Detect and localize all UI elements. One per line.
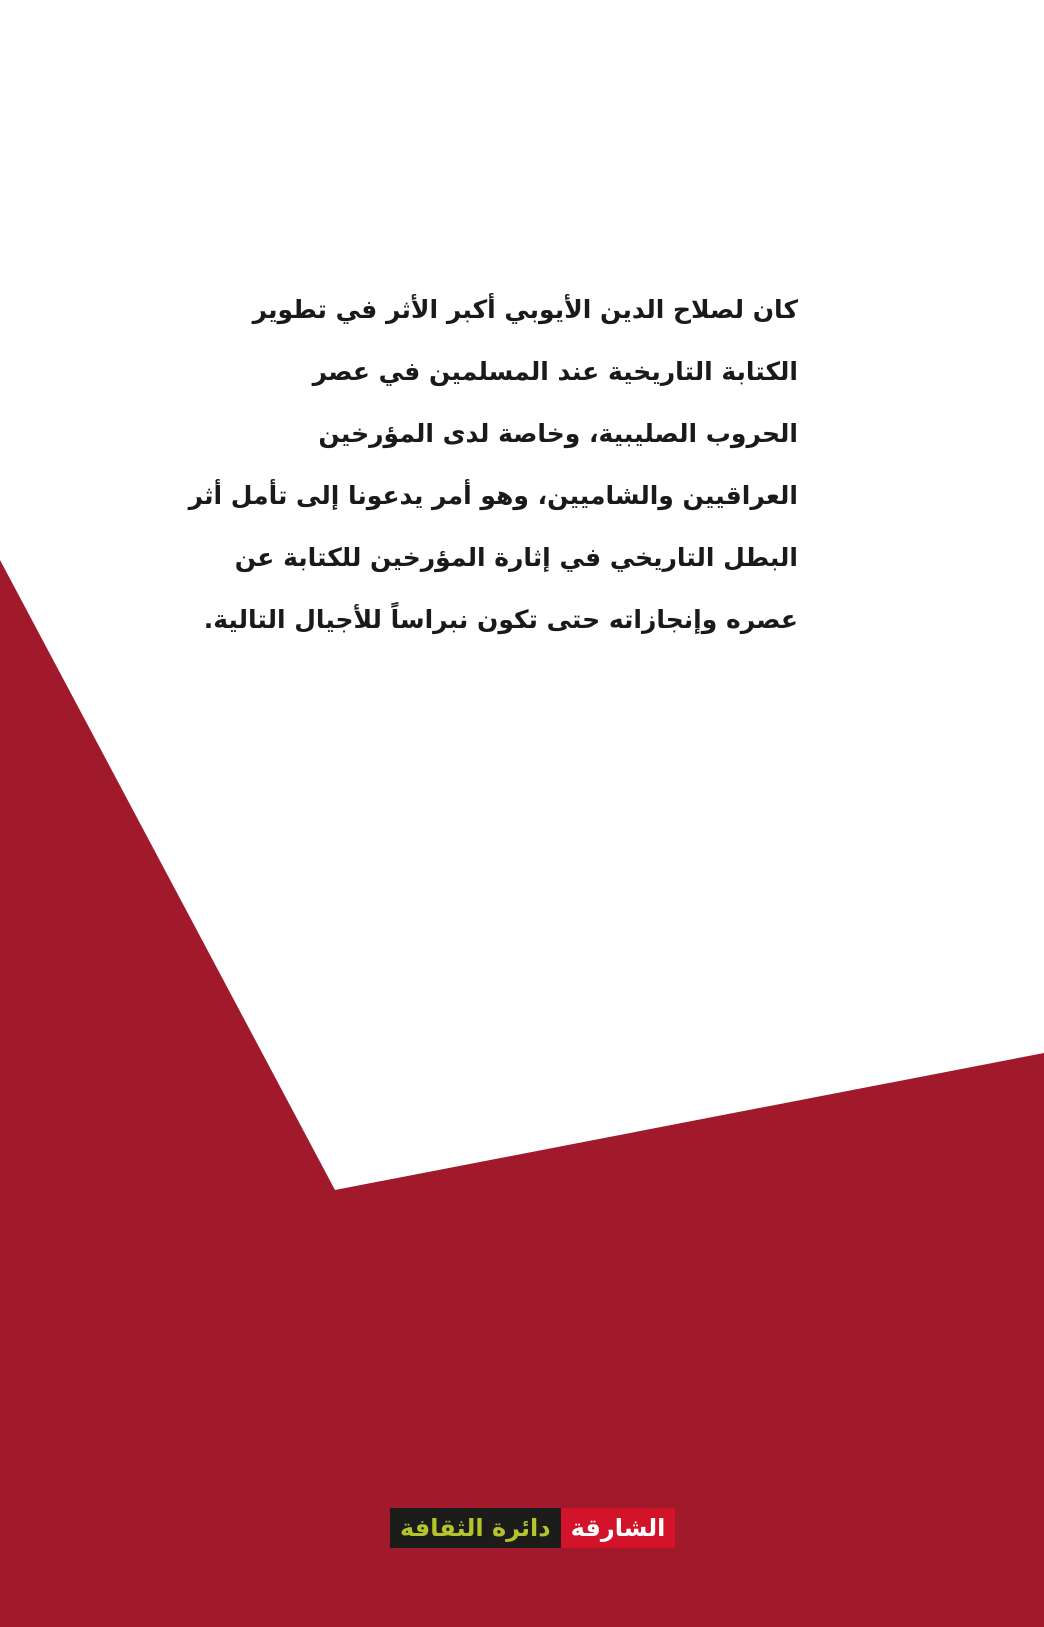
crimson-panel: [0, 560, 1044, 1627]
publisher-logo-department: دائرة الثقافة: [390, 1508, 561, 1548]
blurb-line-6: عصره وإنجازاته حتى تكون نبراساً للأجيال التالية.: [203, 605, 798, 634]
blurb-line-5: البطل التاريخي في إثارة المؤرخين للكتابة عن: [234, 543, 798, 572]
publisher-logo-sharjah: الشارقة: [561, 1508, 676, 1548]
blurb-line-2: الكتابة التاريخية عند المسلمين في عصر: [312, 357, 798, 386]
blurb-text: [188, 279, 798, 651]
blurb-line-3: الحروب الصليبية، وخاصة لدى المؤرخين: [318, 419, 798, 448]
publisher-logo: [390, 1508, 675, 1548]
blurb-line-4: العراقيين والشاميين، وهو أمر يدعونا إلى تأمل أثر: [188, 481, 798, 510]
blurb-line-1: كان لصلاح الدين الأيوبي أكبر الأثر في تطوير: [252, 295, 798, 324]
